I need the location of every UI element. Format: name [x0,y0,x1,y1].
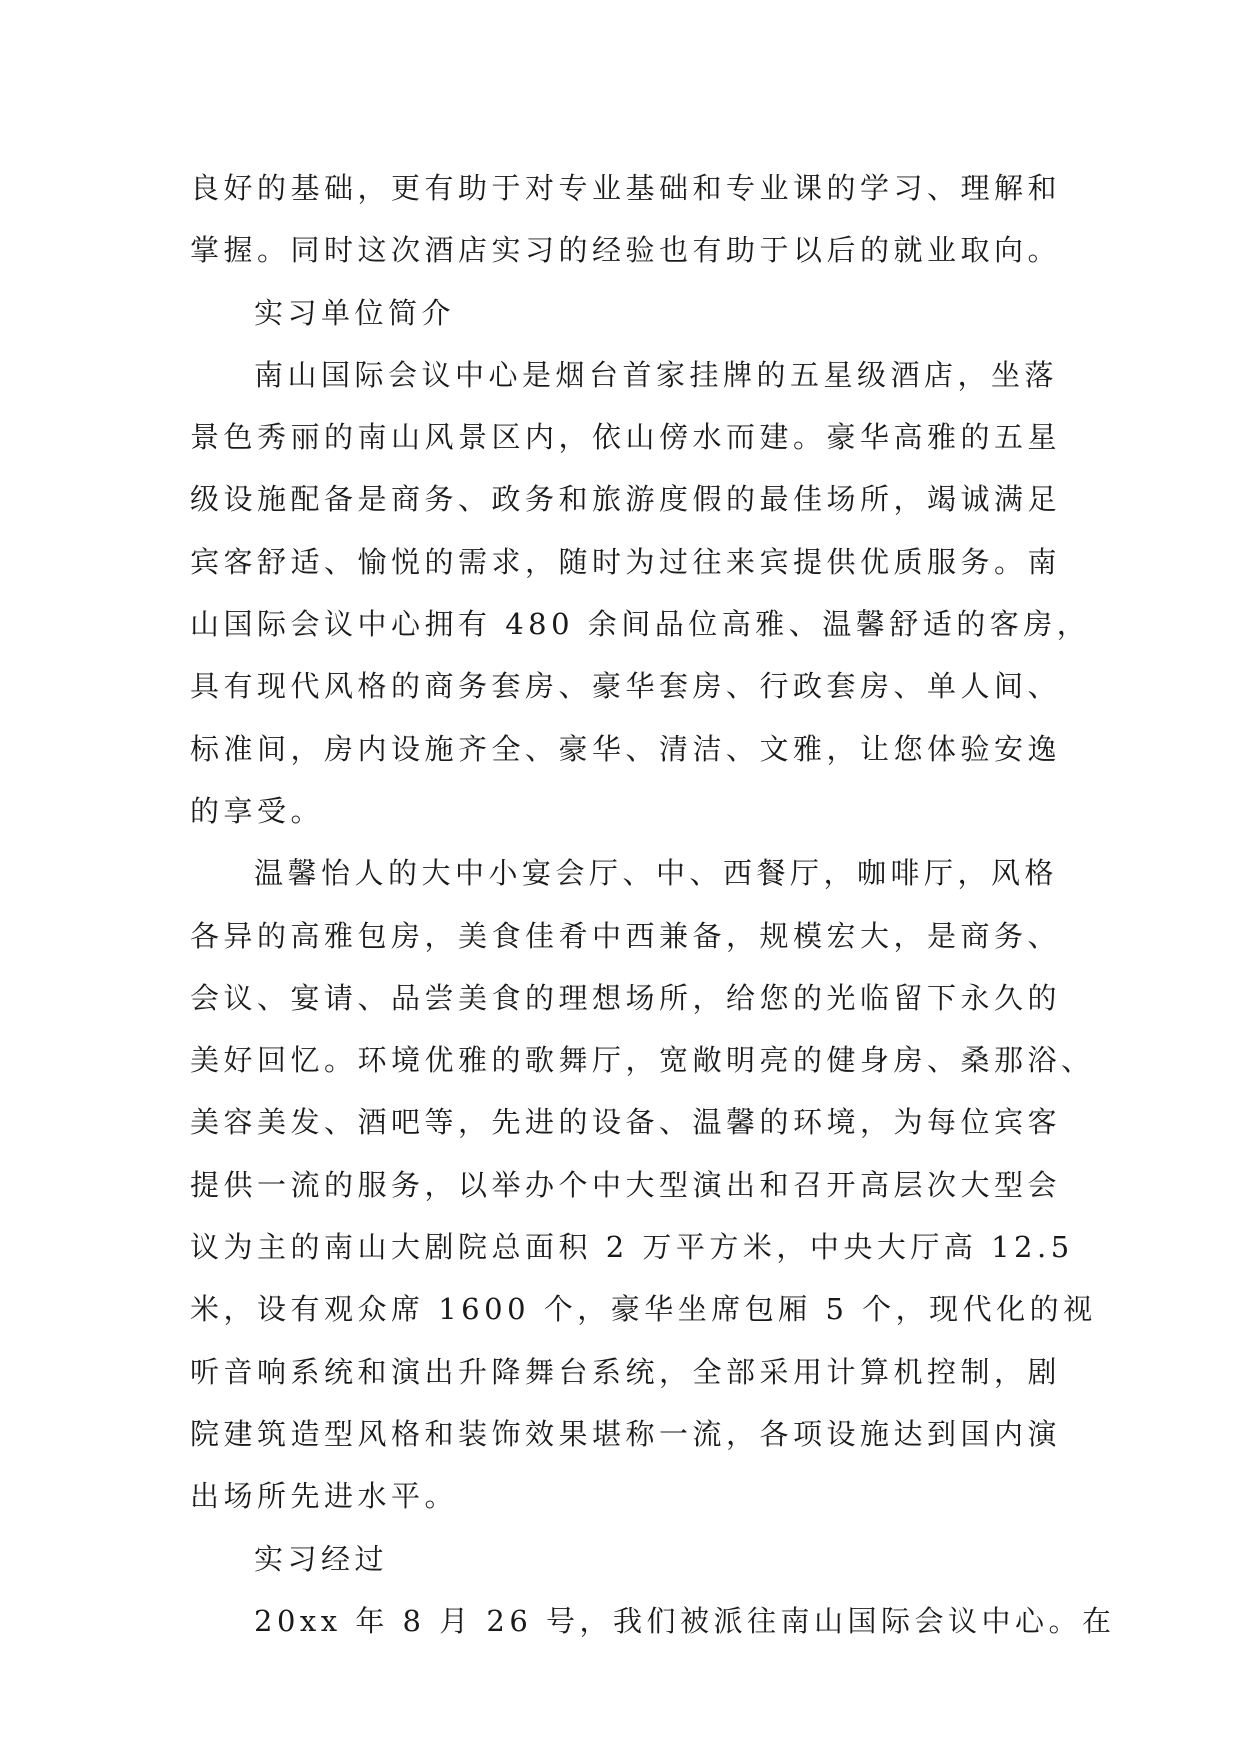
text-line: 良好的基础，更有助于对专业基础和专业课的学习、理解和 [190,171,1062,205]
text-line: 景色秀丽的南山风景区内，依山傍水而建。豪华高雅的五星 [190,420,1062,455]
text-line: 听音响系统和演出升降舞台系统，全部采用计算机控制，剧 [190,1354,1062,1389]
text-line: 会议、宴请、品尝美食的理想场所，给您的光临留下永久的 [190,980,1062,1015]
text-line: 温馨怡人的大中小宴会厅、中、西餐厅，咖啡厅，风格 [254,856,1059,891]
text-line: 美容美发、酒吧等，先进的设备、温馨的环境，为每位宾客 [190,1105,1062,1140]
text-line: 出场所先进水平。 [190,1479,459,1514]
text-line: 级设施配备是商务、政务和旅游度假的最佳场所，竭诚满足 [190,482,1062,517]
text-line: 宾客舒适、愉悦的需求，随时为过往来宾提供优质服务。南 [190,544,1062,579]
text-line: 的享受。 [190,793,325,828]
text-line: 具有现代风格的商务套房、豪华套房、行政套房、单人间、 [190,669,1062,704]
body-text [190,157,1116,1652]
text-line: 各异的高雅包房，美食佳肴中西兼备，规模宏大，是商务、 [190,918,1062,953]
text-line: 院建筑造型风格和装饰效果堪称一流，各项设施达到国内演 [190,1416,1062,1451]
text-line: 20xx 年 8 月 26 号，我们被派往南山国际会议中心。在 [254,1603,1116,1638]
text-line: 南山国际会议中心是烟台首家挂牌的五星级酒店，坐落 [254,357,1059,392]
text-line: 提供一流的服务，以举办个中大型演出和召开高层次大型会 [190,1167,1062,1202]
section-heading-internship-process: 实习经过 [254,1541,389,1576]
text-line: 标准间，房内设施齐全、豪华、清洁、文雅，让您体验安逸 [190,731,1062,766]
text-line: 美好回忆。环境优雅的歌舞厅，宽敞明亮的健身房、桑那浴、 [190,1043,1095,1078]
text-line: 米，设有观众席 1600 个，豪华坐席包厢 5 个，现代化的视 [190,1292,1097,1327]
section-heading-internship-unit: 实习单位简介 [254,295,456,330]
text-line: 山国际会议中心拥有 480 余间品位高雅、温馨舒适的客房， [190,607,1091,642]
text-line: 议为主的南山大剧院总面积 2 万平方米，中央大厅高 12.5 [190,1230,1074,1265]
text-line: 掌握。同时这次酒店实习的经验也有助于以后的就业取向。 [190,233,1062,268]
